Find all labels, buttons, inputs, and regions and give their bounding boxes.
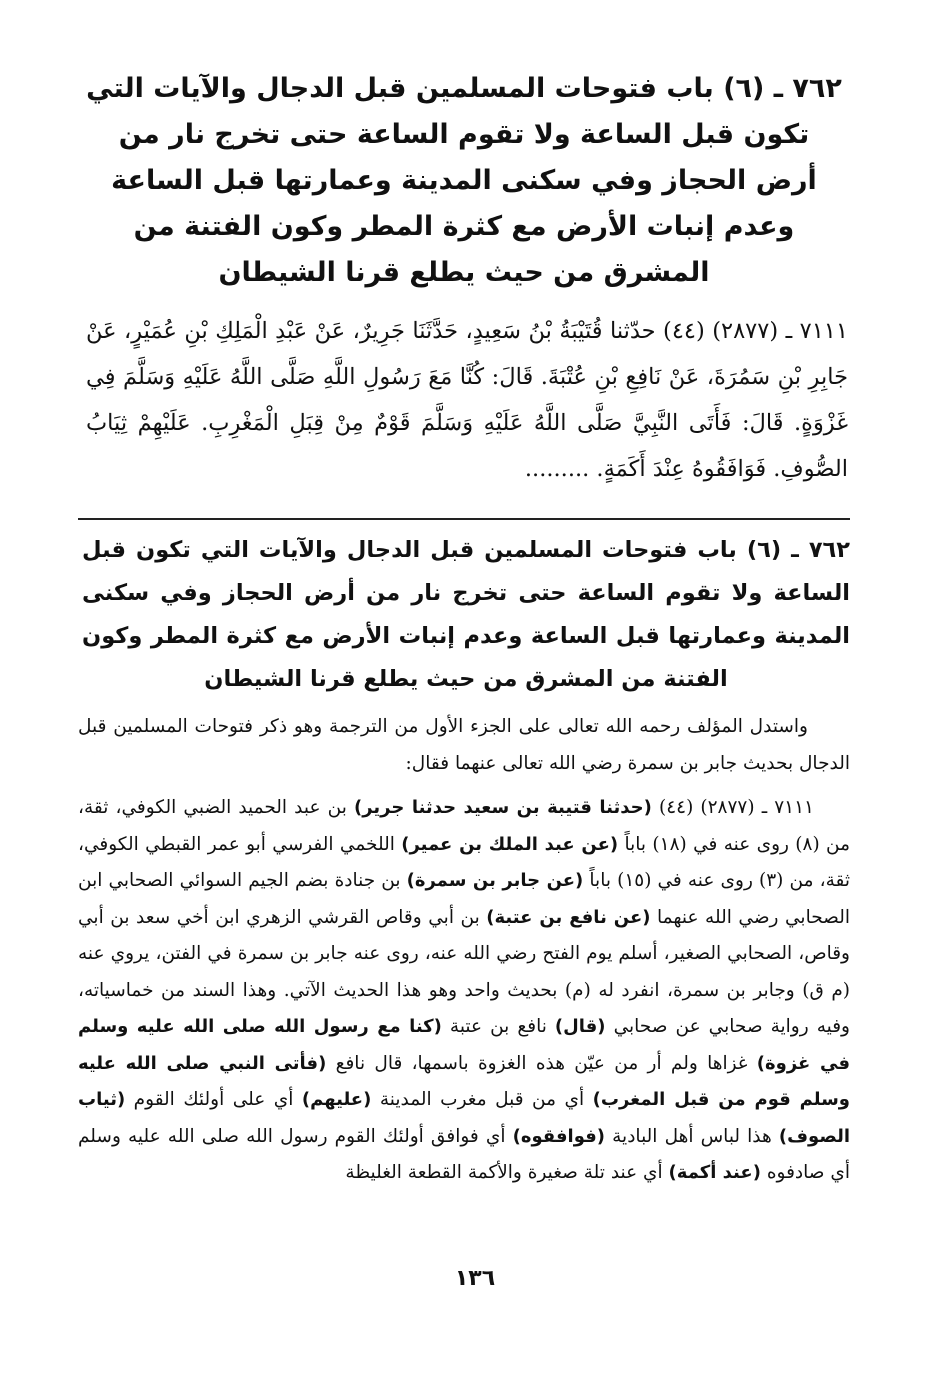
commentary-block <box>78 709 850 1192</box>
commentary-text: ٧١١١ ـ (٢٨٧٧) (٤٤) <box>651 797 814 818</box>
quoted-matn-phrase: (حدثنا قتيبة بن سعيد حدثنا جرير) <box>353 797 652 818</box>
chapter-heading-commentary: ٧٦٢ ـ (٦) باب فتوحات المسلمين قبل الدجال والآيات التي تكون قبل الساعة ولا تقوم الساعة حتى تخرج نار من أرض الحجاز وفي سكنى المدينة وعمارتها قبل الساعة وعدم إنبات الأرض مع كثرة المطر وكون الفتنة من المشرق من حيث يطلع قرنا الشيطان <box>82 537 851 692</box>
commentary-text: أي من قبل مغرب المدينة <box>371 1089 593 1110</box>
commentary-text: بن جنادة بضم الجيم السوائي الصحابي ابن الصحابي رضي الله عنهما <box>78 870 850 928</box>
quoted-matn-phrase: (عن عبد الملك بن عمير) <box>401 833 619 855</box>
hadith-matn-text: ٧١١١ ـ (٢٨٧٧) (٤٤) حدّثنا قُتَيْبَةُ بْنُ سَعِيدٍ، حَدَّثَنَا جَرِيرٌ، عَنْ عَبْدِ الْمَلِكِ بْنِ عُمَيْرٍ، عَنْ جَابِرِ بْنِ سَمُرَةَ، عَنْ نَافِعِ بْنِ عُتْبَةَ. قَالَ: كُنَّا مَعَ رَسُولِ اللَّهِ صَلَّى اللَّهُ عَلَيْهِ وَسَلَّمَ فِي غَزْوَةٍ. قَالَ: فَأَتَى النَّبِيَّ صَلَّى اللَّهُ عَلَيْهِ وَسَلَّمَ قَوْمٌ مِنْ قِبَلِ الْمَغْرِبِ. عَلَيْهِمْ ثِيَابُ الصُّوفِ. فَوَافَقُوهُ عِنْدَ أَكَمَةٍ. ......... <box>86 318 848 482</box>
commentary-text: غزاها ولم أر من عيّن هذه الغزوة باسمها، قال نافع <box>326 1052 757 1074</box>
quoted-matn-phrase: (عن جابر بن سمرة) <box>406 870 584 891</box>
commentary-body <box>78 790 850 1192</box>
section-divider <box>78 518 850 520</box>
quoted-matn-phrase: (عند أكمة) <box>668 1162 761 1183</box>
quoted-matn-phrase: (ثياب الصوف) <box>78 1089 850 1147</box>
commentary-text: اللخمي الفرسي أبو عمر القبطي الكوفي، ثقة، من (٣) روى عنه في (١٥) باباً <box>78 833 851 891</box>
quoted-matn-phrase: (عن نافع بن عتبة) <box>486 906 651 928</box>
commentary-text: أي عند تلة صغيرة والأكمة القطعة الغليظة <box>345 1162 669 1183</box>
quoted-matn-phrase: (عليهم) <box>301 1089 372 1110</box>
quoted-matn-phrase: (فوافقوه) <box>512 1125 605 1147</box>
commentary-text: نافع بن عتبة <box>441 1016 555 1037</box>
commentary-text: أي فوافق أولئك القوم رسول الله صلى الله عليه وسلم أي صادفوه <box>78 1125 850 1183</box>
quoted-matn-phrase: (فأتى النبي صلى الله عليه وسلم قوم من قبل المغرب) <box>78 1052 850 1110</box>
chapter-heading-matn: ٧٦٢ ـ (٦) باب فتوحات المسلمين قبل الدجال والآيات التي تكون قبل الساعة ولا تقوم الساعة حتى تخرج نار من أرض الحجاز وفي سكنى المدينة وعمارتها قبل الساعة وعدم إنبات الأرض مع كثرة المطر وكون الفتنة من المشرق من حيث يطلع قرنا الشيطان <box>86 73 842 288</box>
quoted-matn-phrase: (قال) <box>554 1016 606 1037</box>
commentary-text: هذا لباس أهل البادية <box>605 1125 779 1147</box>
page-number: ١٣٦ <box>454 1266 496 1291</box>
commentary-text: بن أبي وقاص القرشي الزهري ابن أخي سعد بن أبي وقاص، الصحابي الصغير، أسلم يوم الفتح رضي الله عنه، روى عنه جابر بن سمرة في الفتن، يروي عنه (م ق) وجابر بن سمرة، انفرد له (م) بحديث واحد وهو هذا الحديث الآتي. وهذا السند من خماسياته، وفيه رواية صحابي عن صحابي <box>78 906 850 1037</box>
quoted-matn-phrase: (كنا مع رسول الله صلى الله عليه وسلم في غزوة) <box>78 1016 850 1074</box>
commentary-text: بن عبد الحميد الضبي الكوفي، ثقة، من (٨) روى عنه في (١٨) باباً <box>78 797 851 855</box>
commentary-intro: واستدل المؤلف رحمه الله تعالى على الجزء الأول من الترجمة وهو ذكر فتوحات المسلمين قبل الدجال بحديث جابر بن سمرة رضي الله تعالى عنهما فقال: <box>78 716 850 774</box>
commentary-text: أي على أولئك القوم <box>125 1089 302 1110</box>
